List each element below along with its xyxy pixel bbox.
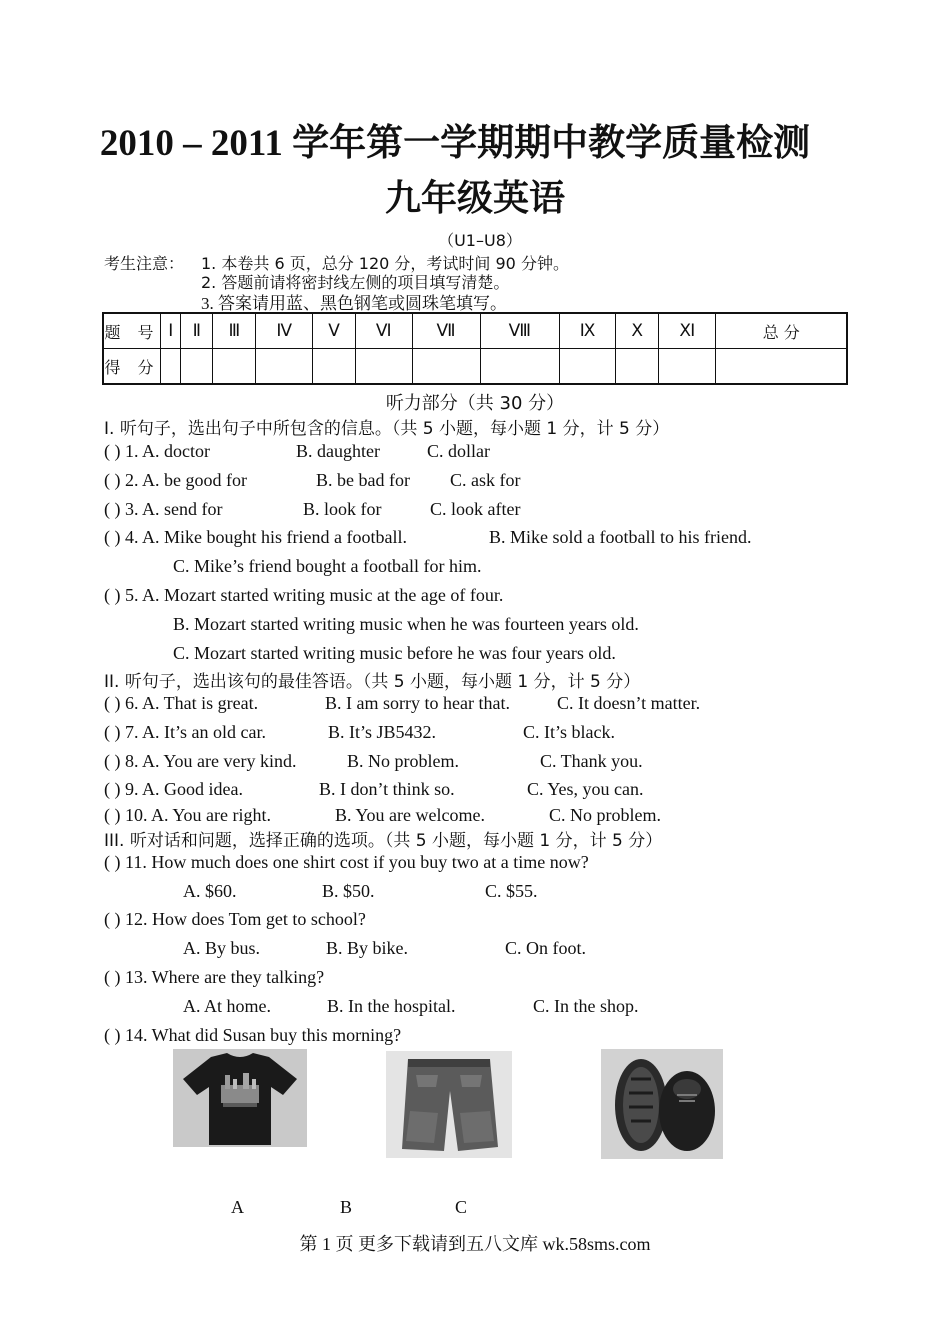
- col-6: Ⅵ: [355, 313, 412, 349]
- score-cell[interactable]: [161, 349, 181, 385]
- score-cell[interactable]: [355, 349, 412, 385]
- score-cell[interactable]: [213, 349, 256, 385]
- score-table: [102, 312, 848, 385]
- score-cell[interactable]: [256, 349, 313, 385]
- part2-title: II. 听句子，选出该句的最佳答语。（共 5 小题，每小题 1 分，计 5 分）: [104, 672, 641, 692]
- q10-a: ( ) 10. A. You are right.: [104, 805, 271, 825]
- q8-b: B. No problem.: [347, 751, 459, 771]
- q3-b: B. look for: [303, 499, 382, 519]
- jeans-drawing: [386, 1051, 512, 1158]
- q14-label-c: C: [455, 1197, 468, 1217]
- q8-c: C. Thank you.: [540, 751, 643, 771]
- q2-a: ( ) 2. A. be good for: [104, 470, 247, 490]
- col-2: Ⅱ: [181, 313, 213, 349]
- listening-heading: 听力部分（共 30 分）: [385, 393, 565, 414]
- part1-title: I. 听句子，选出句子中所包含的信息。（共 5 小题，每小题 1 分，计 5 分）: [104, 419, 670, 439]
- score-row2-label: 得 分: [103, 349, 161, 385]
- q10-b: B. You are welcome.: [335, 805, 485, 825]
- q2-c: C. ask for: [450, 470, 521, 490]
- page-footer: 第 1 页 更多下载请到五八文库 wk.58sms.com: [299, 1234, 651, 1254]
- shoes-image: [601, 1049, 723, 1159]
- q14-label-a: A: [231, 1197, 244, 1217]
- col-3: Ⅲ: [213, 313, 256, 349]
- col-10: Ⅹ: [616, 313, 659, 349]
- q2-b: B. be bad for: [316, 470, 410, 490]
- q6-c: C. It doesn’t matter.: [557, 693, 701, 713]
- q8-a: ( ) 8. A. You are very kind.: [104, 751, 297, 771]
- q9-c: C. Yes, you can.: [527, 779, 644, 799]
- score-cell[interactable]: [616, 349, 659, 385]
- q1-c: C. dollar: [427, 441, 490, 461]
- col-7: Ⅶ: [412, 313, 480, 349]
- shoes-drawing: [601, 1049, 723, 1159]
- q12-c: C. On foot.: [505, 938, 586, 958]
- q7-a: ( ) 7. A. It’s an old car.: [104, 722, 266, 742]
- score-table-score-row: [103, 349, 847, 385]
- q5-c: C. Mozart started writing music before he was four years old.: [173, 643, 616, 663]
- col-5: Ⅴ: [313, 313, 356, 349]
- score-table-header-row: [103, 313, 847, 349]
- notice-item-3: 3. 答案请用蓝、黑色钢笔或圆珠笔填写。: [201, 294, 507, 313]
- col-9: Ⅸ: [559, 313, 615, 349]
- exam-subtitle: 九年级英语: [384, 178, 565, 219]
- q9-a: ( ) 9. A. Good idea.: [104, 779, 243, 799]
- score-cell[interactable]: [559, 349, 615, 385]
- exam-scope: （U1–U8）: [438, 231, 522, 250]
- q6-a: ( ) 6. A. That is great.: [104, 693, 259, 713]
- q10-c: C. No problem.: [549, 805, 661, 825]
- q14-label-b: B: [340, 1197, 353, 1217]
- q5-b: B. Mozart started writing music when he was fourteen years old.: [173, 614, 639, 634]
- q13-c: C. In the shop.: [533, 996, 639, 1016]
- col-4: Ⅳ: [256, 313, 313, 349]
- q13-b: B. In the hospital.: [327, 996, 456, 1016]
- score-cell[interactable]: [480, 349, 559, 385]
- q11-a: A. $60.: [183, 881, 237, 901]
- col-11: Ⅺ: [659, 313, 716, 349]
- q14-question: ( ) 14. What did Susan buy this morning?: [104, 1025, 402, 1045]
- notice-item-2: 2. 答题前请将密封线左侧的项目填写清楚。: [201, 273, 510, 292]
- col-total: 总 分: [716, 313, 847, 349]
- q4-a: ( ) 4. A. Mike bought his friend a football.: [104, 527, 407, 547]
- q11-c: C. $55.: [485, 881, 538, 901]
- col-1: Ⅰ: [161, 313, 181, 349]
- q7-b: B. It’s JB5432.: [328, 722, 437, 742]
- q4-c: C. Mike’s friend bought a football for him.: [173, 556, 482, 576]
- q3-a: ( ) 3. A. send for: [104, 499, 223, 519]
- q6-b: B. I am sorry to hear that.: [325, 693, 510, 713]
- jeans-image: [386, 1051, 512, 1158]
- q7-c: C. It’s black.: [523, 722, 615, 742]
- exam-title: 2010 – 2011 学年第一学期期中教学质量检测: [99, 123, 811, 164]
- score-cell[interactable]: [181, 349, 213, 385]
- q12-b: B. By bike.: [326, 938, 409, 958]
- q12-question: ( ) 12. How does Tom get to school?: [104, 909, 366, 929]
- q3-c: C. look after: [430, 499, 521, 519]
- part3-title: III. 听对话和问题，选择正确的选项。（共 5 小题，每小题 1 分，计 5 分）: [104, 831, 663, 851]
- q11-question: ( ) 11. How much does one shirt cost if you buy two at a time now?: [104, 852, 589, 872]
- q13-a: A. At home.: [183, 996, 271, 1016]
- score-row1-label: 题 号: [103, 313, 161, 349]
- q1-b: B. daughter: [296, 441, 380, 461]
- q12-a: A. By bus.: [183, 938, 261, 958]
- score-cell[interactable]: [659, 349, 716, 385]
- q11-b: B. $50.: [322, 881, 375, 901]
- tshirt-image: [173, 1049, 307, 1147]
- score-cell[interactable]: [313, 349, 356, 385]
- notice-item-1: 1. 本卷共 6 页，总分 120 分，考试时间 90 分钟。: [201, 254, 569, 273]
- q4-b: B. Mike sold a football to his friend.: [489, 527, 752, 547]
- score-cell[interactable]: [412, 349, 480, 385]
- notice-label: 考生注意：: [104, 254, 185, 273]
- q13-question: ( ) 13. Where are they talking?: [104, 967, 325, 987]
- tshirt-drawing: [173, 1049, 307, 1147]
- col-8: Ⅷ: [480, 313, 559, 349]
- q5-a: ( ) 5. A. Mozart started writing music at the age of four.: [104, 585, 504, 605]
- score-cell[interactable]: [716, 349, 847, 385]
- q1-a: ( ) 1. A. doctor: [104, 441, 210, 461]
- q9-b: B. I don’t think so.: [319, 779, 455, 799]
